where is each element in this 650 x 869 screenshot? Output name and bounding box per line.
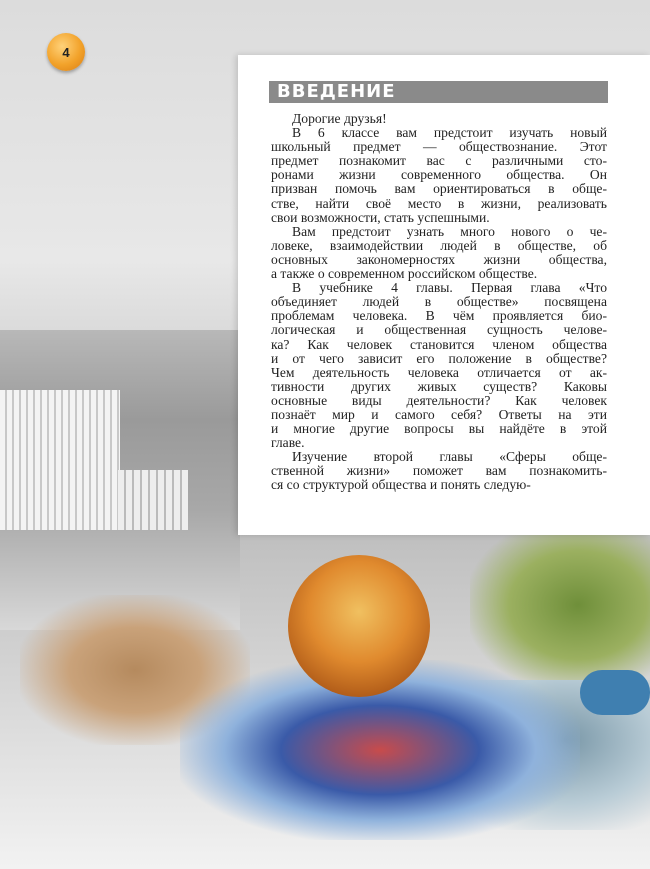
text-line: стве, найти своё место в жизни, реализовать	[271, 196, 607, 211]
text-line: главе.	[271, 436, 305, 451]
text-line: проблемам человека. В чём проявляется био-	[271, 309, 607, 324]
text-line: В учебнике 4 главы. Первая глава «Что	[292, 281, 607, 296]
text-line: тивности других живых существ? Каковы	[271, 379, 607, 394]
text-line: Вам предстоит узнать много нового о че-	[292, 224, 607, 239]
text-line: Дорогие друзья!	[292, 112, 387, 126]
text-line: познаёт мир и самого себя? Ответы на эти	[271, 407, 607, 422]
body-text	[271, 112, 607, 493]
building-wing-photo	[118, 470, 188, 530]
text-line: основных закономерностях жизни общества,	[271, 252, 607, 267]
text-line: Изучение второй главы «Сферы обще-	[292, 450, 607, 465]
autumn-children-photo	[288, 555, 430, 697]
text-line: ловеке, взаимодействии людей в обществе, об	[271, 238, 607, 253]
text-line: и от чего зависит его положение в обществе?	[271, 351, 607, 366]
page-number: 4	[47, 33, 85, 71]
text-line: основные виды деятельности? Как человек	[271, 393, 607, 408]
text-line: предмет познакомит вас с различными сто-	[271, 154, 607, 169]
government-building-photo	[0, 390, 120, 530]
text-line: свои возможности, стать успешными.	[271, 210, 490, 225]
section-header	[269, 81, 608, 103]
raft-photo	[580, 670, 650, 715]
text-line: ка? Как человек становится членом общества	[271, 337, 607, 352]
text-line: логическая и общественная сущность челове-	[271, 323, 607, 338]
text-line: ственной жизни» поможет вам познакомить-	[271, 464, 607, 479]
text-line: ронами жизни современного общества. Он	[271, 168, 607, 183]
text-line: а также о современном российском обществе.	[271, 267, 538, 282]
text-line: В 6 классе вам предстоит изучать новый	[292, 126, 607, 141]
text-line: Чем деятельность человека отличается от ак-	[271, 365, 607, 380]
text-line: призван помочь вам ориентироваться в обще-	[271, 182, 607, 197]
section-title: ВВЕДЕНИЕ	[277, 81, 396, 102]
text-line: ся со структурой общества и понять следую-	[271, 478, 531, 493]
text-line: и многие другие вопросы вы найдёте в этой	[271, 422, 607, 437]
text-line: объединяет людей в обществе» посвящена	[271, 295, 607, 310]
text-line: школьный предмет — обществознание. Этот	[271, 140, 607, 155]
